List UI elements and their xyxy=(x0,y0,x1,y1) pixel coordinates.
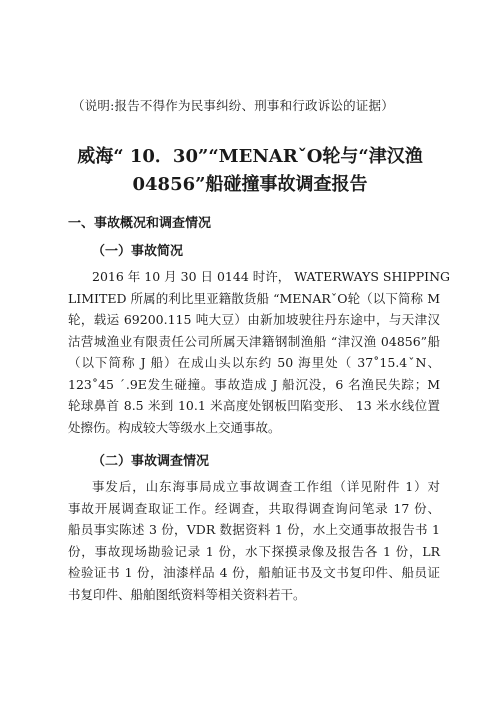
report-title-line-1: 威海“ 10．30”“MENARˇO轮与“津汉渔 xyxy=(77,146,423,167)
subsection-heading-investigation: （二）事故调查情况 xyxy=(92,454,210,469)
report-title-line-2: 04856”船碰撞事故调查报告 xyxy=(132,174,368,195)
summary-line: 轮，载运 69200.115 吨大豆）由新加坡驶往丹东途中，与天津汉 xyxy=(68,312,440,327)
summary-line: 123˚45 ˊ.9E发生碰撞。事故造成 J 船沉没，6 名渔民失踪；M xyxy=(68,376,440,392)
summary-line: LIMITED 所属的利比里亚籍散货船 “MENARˇO轮（以下简称 M xyxy=(68,290,440,306)
section-heading-overview: 一、事故概况和调查情况 xyxy=(68,216,212,231)
investigation-line: 船员事实陈述 3 份，VDR 数据资料 1 份，水上交通事故报告书 1 xyxy=(68,522,440,537)
disclaimer-note: （说明:报告不得作为民事纠纷、刑事和行政诉讼的证据） xyxy=(72,98,394,113)
investigation-paragraph xyxy=(68,476,440,605)
summary-paragraph xyxy=(68,266,451,438)
summary-line: 沽营城渔业有限责任公司所属天津籍钢制渔船 “津汉渔 04856”船 xyxy=(68,333,440,349)
summary-line: 处擦伤。构成较大等级水上交通事故。 xyxy=(68,419,281,435)
subsection-heading-summary: （一）事故简况 xyxy=(92,244,184,259)
summary-line: （以下简称 J 船）在成山头以东约 50 海里处（ 37˚15.4ˇN、 xyxy=(68,355,440,370)
investigation-line: 书复印件、船舶图纸资料等相关资料若干。 xyxy=(68,586,306,602)
investigation-line: 事故开展调查取证工作。经调查，共取得调查询问笔录 17 份、 xyxy=(68,500,440,516)
investigation-line: 事发后，山东海事局成立事故调查工作组（详见附件 1）对 xyxy=(92,479,440,494)
summary-line: 2016 年 10 月 30 日 0144 时许， WATERWAYS SHIPPING xyxy=(92,269,451,284)
investigation-line: 份，事故现场勘验记录 1 份，水下探摸录像及报告各 1 份，LR xyxy=(68,543,440,559)
investigation-line: 检验证书 1 份，油漆样品 4 份，船舶证书及文书复印件、船员证 xyxy=(68,565,440,580)
summary-line: 轮球鼻首 8.5 米到 10.1 米高度处钢板凹陷变形、 13 米水线位置 xyxy=(68,398,440,413)
